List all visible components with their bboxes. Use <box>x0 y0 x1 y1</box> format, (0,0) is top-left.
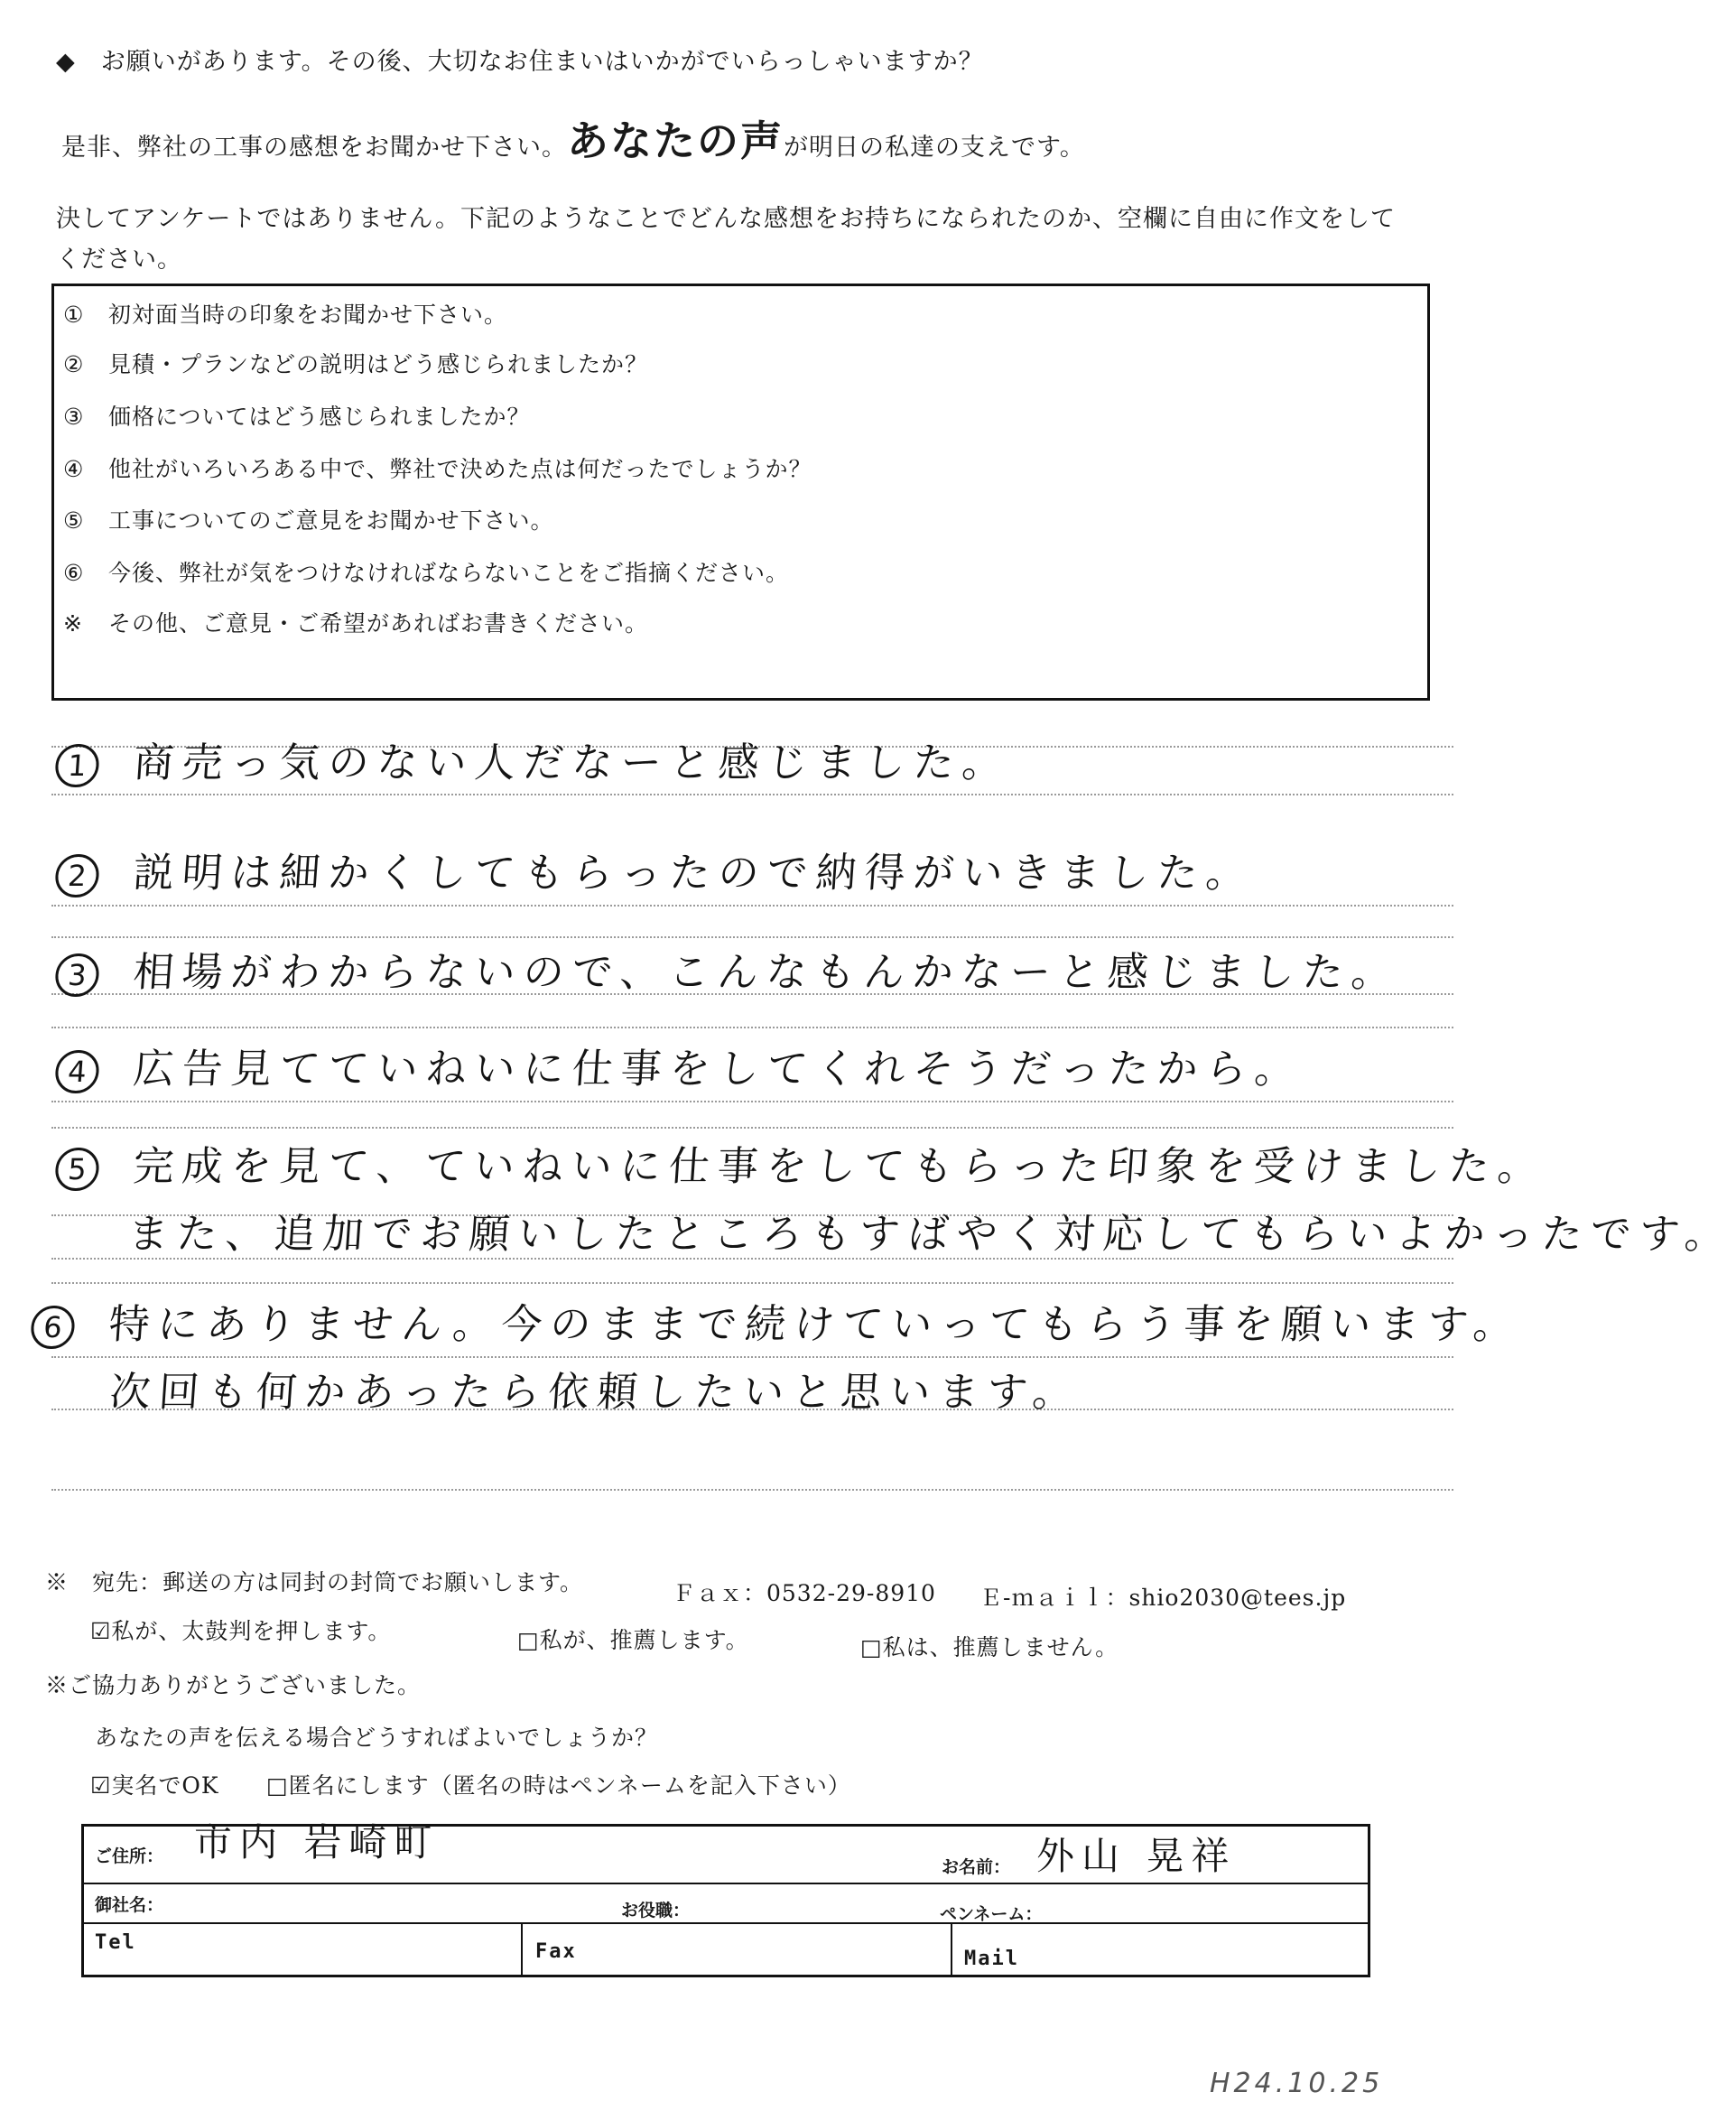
intro-highlight: あなたの声 <box>567 116 784 165</box>
address-line: ※ 宛先：郵送の方は同封の封筒でお願いします。 <box>45 1569 584 1595</box>
mail-label: Mail <box>964 1948 1019 1970</box>
option-not-recommend[interactable]: □私は、推薦しません。 <box>860 1634 1119 1660</box>
ruled-line <box>51 1027 1453 1028</box>
intro-line-1: ◆ お願いがあります。その後、大切なお住まいはいかがでいらっしゃいますか？ <box>56 48 984 76</box>
company-label: 御社名： <box>95 1895 164 1915</box>
realname-option[interactable]: ☑実名でOK <box>90 1772 219 1799</box>
intro-line-2-post: が明日の私達の支えです。 <box>784 134 1085 162</box>
ruled-line <box>51 936 1453 938</box>
penname-label: ペンネーム： <box>940 1904 1043 1924</box>
position-label: お役職： <box>621 1901 691 1920</box>
ruled-line <box>51 1489 1453 1491</box>
ruled-line <box>51 1127 1453 1129</box>
question-1: ① 初対面当時の印象をお聞かせ下さい。 <box>63 302 508 328</box>
thanks-text: ※ご協力ありがとうございました。 <box>45 1672 422 1698</box>
voice-question: あなたの声を伝える場合どうすればよいでしょうか？ <box>95 1725 659 1751</box>
date-handwritten: H24.10.25 <box>1210 2068 1384 2099</box>
email-address[interactable]: Ｅ-ｍａｉｌ：shio2030@tees.jp <box>979 1585 1347 1611</box>
intro-line-3: 決してアンケートではありません。下記のようなことでどんな感想をお持ちになられたのか、空欄に自由に作文をして <box>56 205 1396 233</box>
intro-line-2 <box>61 108 1085 168</box>
question-5: ⑤ 工事についてのご意見をお聞かせ下さい。 <box>63 507 554 534</box>
answer-6-cont: 次回も何かあったら依頼したいと思います。 <box>107 1368 1083 1416</box>
answer-4: 4 広告見てていねいに仕事をしてくれそうだったから。 <box>54 1036 1306 1094</box>
ruled-line <box>51 905 1453 907</box>
question-box <box>51 284 1430 701</box>
name-label: お名前： <box>942 1857 1011 1877</box>
tel-label: Tel <box>95 1931 136 1954</box>
address-label: ご住所： <box>95 1846 164 1866</box>
question-2: ② 見積・プランなどの説明はどう感じられましたか？ <box>63 351 649 377</box>
fax-number: Ｆａｘ：0532-29-8910 <box>673 1580 936 1606</box>
name-value: 外山 晃祥 <box>1036 1834 1237 1878</box>
answer-3: 3 相場がわからないので、こんなもんかなーと感じました。 <box>54 939 1403 998</box>
address-value: 市内 岩崎町 <box>194 1820 440 1865</box>
option-endorse[interactable]: ☑私が、太鼓判を押します。 <box>90 1618 392 1644</box>
question-4: ④ 他社がいろいろある中で、弊社で決めた点は何だったでしょうか？ <box>63 456 812 482</box>
ruled-line <box>51 794 1453 795</box>
fax-label: Fax <box>535 1940 577 1963</box>
question-3: ③ 価格についてはどう感じられましたか？ <box>63 404 531 430</box>
ruled-line <box>51 1282 1453 1284</box>
question-6: ⑥ 今後、弊社が気をつけなければならないことをご指摘ください。 <box>63 560 790 586</box>
answer-1: 1 商売っ気のない人だなーと感じました。 <box>54 730 1014 788</box>
ruled-line <box>51 1101 1453 1102</box>
answer-2: 2 説明は細かくしてもらったので納得がいきました。 <box>54 840 1258 898</box>
answer-6: 6 特にありません。今のままで続けていってもらう事を願います。 <box>30 1291 1525 1350</box>
question-other: ※ その他、ご意見・ご希望があればお書きください。 <box>63 610 649 637</box>
anonymous-option[interactable]: □匿名にします（匿名の時はペンネームを記入下さい） <box>266 1772 851 1799</box>
ruled-line <box>51 1356 1453 1358</box>
intro-line-4: ください。 <box>56 246 182 274</box>
option-recommend[interactable]: □私が、推薦します。 <box>517 1627 749 1653</box>
answer-5-cont: また、追加でお願いしたところもすばやく対応してもらいよかったです。 <box>125 1210 1735 1258</box>
answer-5: 5 完成を見て、ていねいに仕事をしてもらった印象を受けました。 <box>54 1133 1549 1192</box>
intro-line-2-pre: 是非、弊社の工事の感想をお聞かせ下さい。 <box>61 134 567 162</box>
